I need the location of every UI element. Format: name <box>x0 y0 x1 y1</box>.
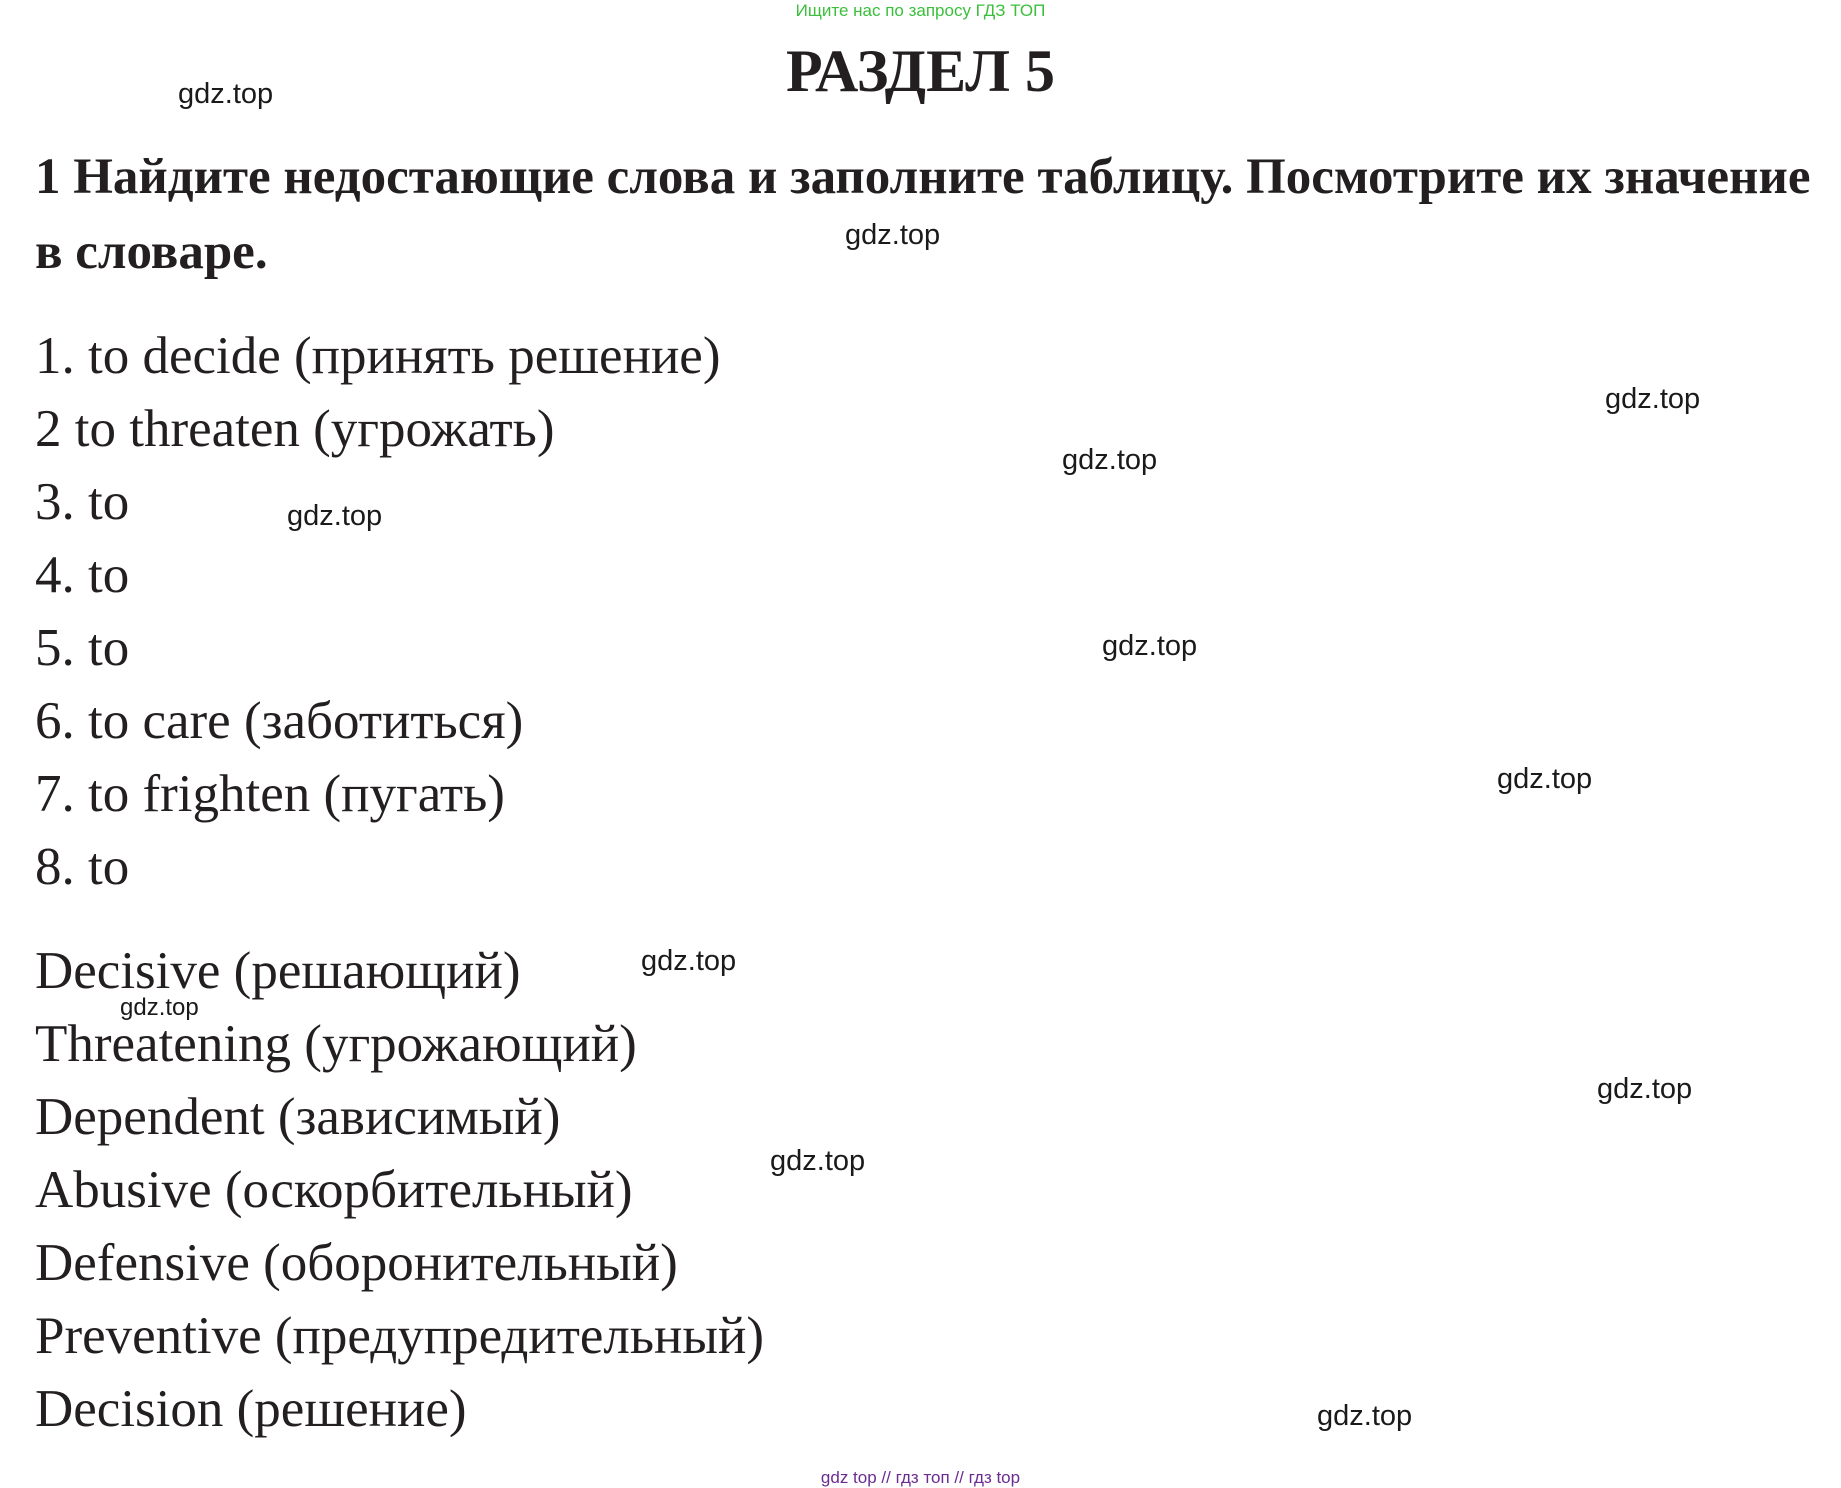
verb-item: 8. to <box>35 838 130 896</box>
word-form-item: Abusive (оскорбительный) <box>35 1161 633 1219</box>
top-search-note: Ищите нас по запросу ГДЗ ТОП <box>795 1 1046 20</box>
watermark: gdz.top <box>287 500 383 532</box>
word-form-item: Dependent (зависимый) <box>35 1088 561 1146</box>
word-form-item: Threatening (угрожающий) <box>35 1015 637 1073</box>
watermark: gdz.top <box>1597 1073 1693 1105</box>
verb-item: 6. to care (заботиться) <box>35 692 524 750</box>
verb-item: 4. to <box>35 546 130 604</box>
watermark: gdz.top <box>120 994 199 1021</box>
verb-item: 3. to <box>35 473 130 531</box>
task-heading: 1 Найдите недостающие слова и заполните таблицу. Посмотрите их значение в словаре. <box>35 149 1811 280</box>
verb-item: 2 to threaten (угрожать) <box>35 400 555 458</box>
verb-item: 5. to <box>35 619 130 677</box>
verb-list <box>35 320 720 904</box>
watermark: gdz.top <box>845 219 941 251</box>
watermark: gdz.top <box>1317 1400 1413 1432</box>
watermark: gdz.top <box>1497 763 1593 795</box>
footer-note: gdz top // гдз топ // гдз top <box>820 1468 1021 1487</box>
watermark: gdz.top <box>1102 630 1198 662</box>
watermark: gdz.top <box>770 1145 866 1177</box>
word-form-item: Preventive (предупредительный) <box>35 1307 765 1365</box>
verb-item: 1. to decide (принять решение) <box>35 327 721 385</box>
watermark: gdz.top <box>1062 444 1158 476</box>
section-title: РАЗДЕЛ 5 <box>785 38 1056 104</box>
watermark: gdz.top <box>1605 383 1701 415</box>
word-form-item: Decision (решение) <box>35 1380 467 1438</box>
watermark: gdz.top <box>178 78 274 110</box>
watermark: gdz.top <box>641 945 737 977</box>
verb-item: 7. to frighten (пугать) <box>35 765 505 823</box>
word-form-item: Defensive (оборонительный) <box>35 1234 678 1292</box>
word-form-item: Decisive (решающий) <box>35 942 521 1000</box>
